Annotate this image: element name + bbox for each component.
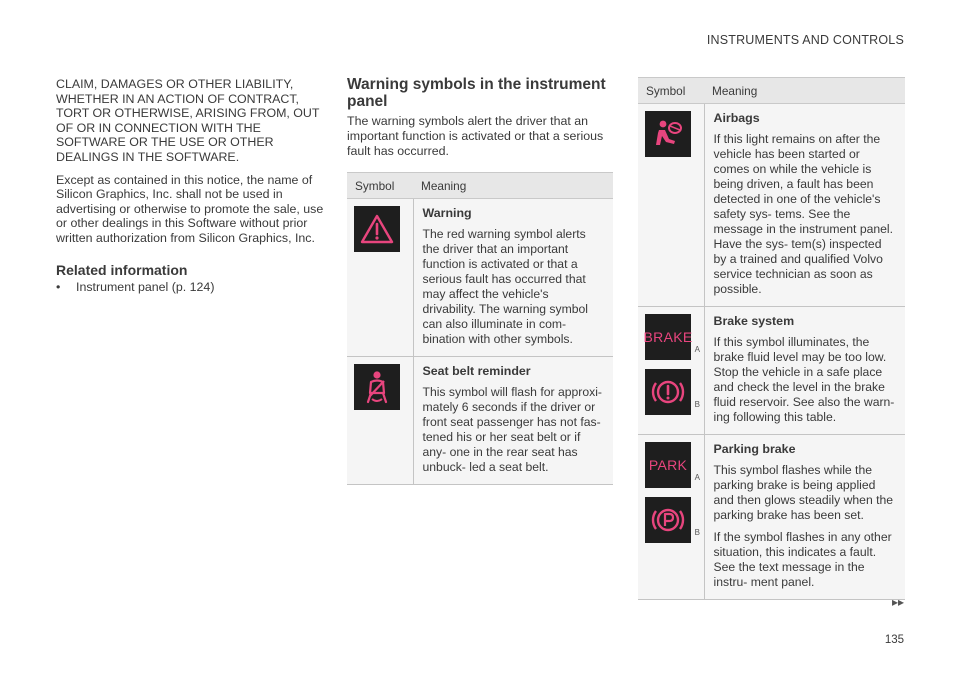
row-description: The red warning symbol alerts the driver that an important function is activated or that a serious fault has occurred that may affect the vehicle's drivability. The warning symbol can also illuminate in com- bination with other symbols. xyxy=(422,227,589,346)
license-text: CLAIM, DAMAGES OR OTHER LIABILITY, WHETHER IN AN ACTION OF CONTRACT, TORT OR OTHERWISE, ARISING FROM, OUT OF OR IN CONNECTION WITH THE SOFTWARE OR THE USE OR OTHER DEALINGS IN THE SOFTWARE. xyxy=(56,77,320,164)
airbag-icon xyxy=(645,111,691,157)
symbol-cell xyxy=(638,104,704,307)
right-column xyxy=(638,77,905,600)
row-title: Brake system xyxy=(713,314,795,328)
row-title: Parking brake xyxy=(713,442,796,456)
middle-column xyxy=(347,77,613,485)
section-intro: The warning symbols alert the driver that an important function is activated or that a serious fault has occurred. xyxy=(347,114,604,158)
bullet: • xyxy=(56,279,61,294)
symbol-cell xyxy=(347,199,413,357)
related-information-heading: Related information xyxy=(56,261,188,278)
meaning-cell xyxy=(704,435,905,600)
row-description: This symbol will flash for approxi- mately 6 seconds if the driver or front seat passenger has not fas- tened his or her seat belt or if any- one in the rear seat has unbuck- led a seat belt. xyxy=(422,385,602,474)
variant-label-b: B xyxy=(694,400,700,409)
variant-label-a: A xyxy=(694,473,700,482)
row-title: Airbags xyxy=(713,111,760,125)
park-text-icon xyxy=(645,442,700,488)
next-page-arrows-icon[interactable]: ▸▸ xyxy=(891,595,904,609)
park-icon-label: PARK xyxy=(648,457,688,473)
row-description: If the symbol flashes in any other situation, this indicates a fault. See the text message in the instru- ment panel. xyxy=(713,530,892,589)
column-header-meaning: Meaning xyxy=(704,78,905,104)
variant-label-b: B xyxy=(694,528,700,537)
notice-text: Except as contained in this notice, the name of Silicon Graphics, Inc. shall not be used in advertising or otherwise to promote the sale, use or other dealings in this Software without prior written authorization from Silicon Graphics, Inc. xyxy=(56,172,324,245)
symbol-cell xyxy=(638,435,704,600)
table-row xyxy=(638,104,905,307)
row-description: If this light remains on after the vehicle has been started or comes on while the vehicle is being driven, a fault has been detected in one of the vehicle's safety sys- tems. See the message in the instrument panel. Have the sys- tem(s) inspected by a trained and qualified Volvo service technician as soon as possible. xyxy=(713,132,894,296)
column-header-symbol: Symbol xyxy=(347,173,413,199)
variant-label-a: A xyxy=(694,345,700,354)
page-number: 135 xyxy=(884,634,904,646)
meaning-cell xyxy=(704,104,905,307)
warning-symbols-table-continued xyxy=(638,77,905,600)
brake-icon-label: BRAKE xyxy=(643,329,693,345)
row-title: Warning xyxy=(422,206,472,220)
table-row xyxy=(347,357,613,485)
column-header-meaning: Meaning xyxy=(413,173,613,199)
running-header: INSTRUMENTS AND CONTROLS xyxy=(706,33,904,47)
left-column xyxy=(56,77,324,295)
section-title: Warning symbols in the instrument panel xyxy=(347,76,606,110)
brake-exclamation-icon xyxy=(645,369,700,415)
seat-belt-icon xyxy=(354,364,400,410)
symbol-cell xyxy=(347,357,413,485)
table-row xyxy=(638,435,905,600)
table-row xyxy=(347,199,613,357)
warning-symbols-table xyxy=(347,172,613,485)
column-header-symbol: Symbol xyxy=(638,78,704,104)
meaning-cell xyxy=(413,199,613,357)
row-description: If this symbol illuminates, the brake fluid level may be too low. Stop the vehicle in a safe place and check the level in the brake fluid reservoir. See also the warn- ing following this table. xyxy=(713,335,895,424)
row-description: This symbol flashes while the parking brake is being applied and then glows steadily when the parking brake has been set. xyxy=(713,463,894,522)
symbol-cell xyxy=(638,307,704,435)
meaning-cell xyxy=(413,357,613,485)
row-title: Seat belt reminder xyxy=(422,364,531,378)
meaning-cell xyxy=(704,307,905,435)
table-row xyxy=(638,307,905,435)
related-list-item[interactable] xyxy=(56,280,324,295)
parking-brake-icon xyxy=(645,497,700,543)
related-link-instrument-panel[interactable]: Instrument panel (p. 124) xyxy=(76,279,215,294)
warning-triangle-icon xyxy=(354,206,400,252)
brake-text-icon xyxy=(643,314,700,360)
